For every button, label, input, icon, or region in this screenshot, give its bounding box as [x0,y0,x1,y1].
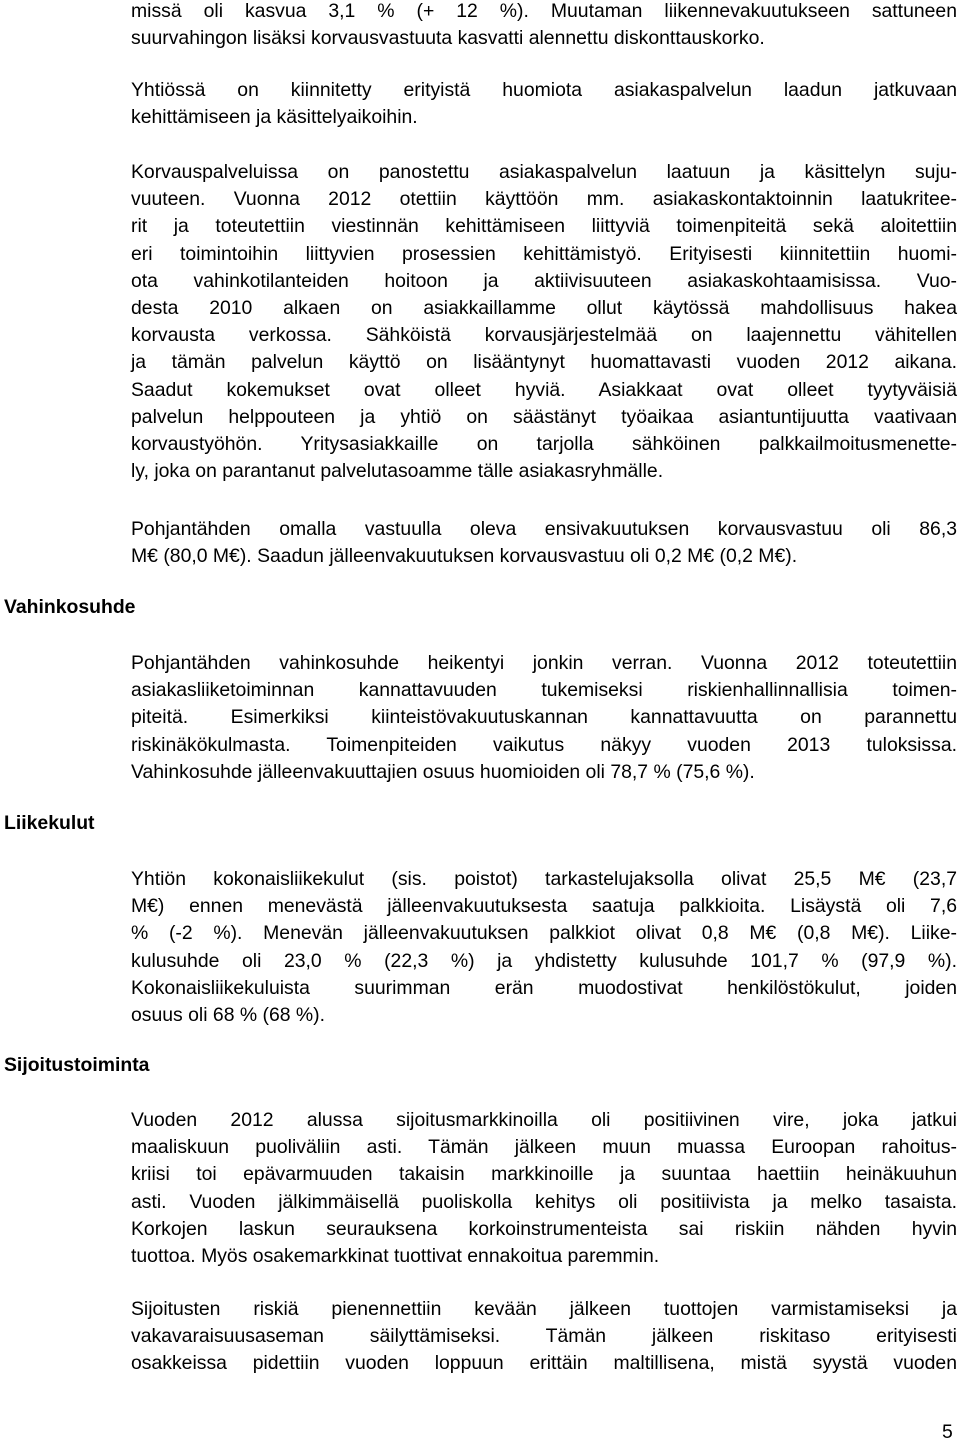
text-line: kulusuhde oli 23,0 % (22,3 %) ja yhdistetty kulusuhde 101,7 % (97,9 %). [131,949,957,972]
paragraph-investment-market [131,1107,957,1270]
text-line: % (-2 %). Menevän jälleenvakuutuksen palkkiot olivat 0,8 M€ (0,8 M€). Liike- [131,922,957,945]
text-line: rit ja toteutettiin viestinnän kehittämiseen liittyviä toimenpiteitä sekä aloitettiin [131,215,957,238]
text-line: osuus oli 68 % (68 %). [131,1004,326,1027]
page-number: 5 [942,1421,953,1443]
text-line: Pohjantähden vahinkosuhde heikentyi jonkin verran. Vuonna 2012 toteutettiin [131,652,957,674]
text-line: Saadut kokemukset ovat olleet hyviä. Asiakkaat ovat olleet tyytyväisiä [131,378,957,401]
text-line: kehittämiseen ja käsittelyaikoihin. [131,106,418,129]
text-line: asti. Vuoden jälkimmäisellä puoliskolla kehitys oli positiivista ja melko tasaista. [131,1190,957,1213]
text-line: palvelun helppouteen ja yhtiö on säästänyt työaikaa asiantuntijuutta vaativaan [131,405,957,428]
text-line: missä oli kasvua 3,1 % (+ 12 %). Muutaman liikennevakuutukseen sattuneen [131,0,957,22]
text-line: Yhtiössä on kiinnitetty erityistä huomiota asiakaspalvelun laadun jatkuvaan [131,79,957,101]
text-line: Yhtiön kokonaisliikekulut (sis. poistot) tarkastelujaksolla olivat 25,5 M€ (23,7 [131,868,957,890]
text-line: Korvauspalveluissa on panostettu asiakaspalvelun laatuun ja käsittelyn suju- [131,161,957,183]
text-line: asiakasliiketoiminnan kannattavuuden tukemiseksi riskienhallinnallisia toimen- [131,679,957,702]
text-line: Pohjantähden omalla vastuulla oleva ensivakuutuksen korvausvastuu oli 86,3 [131,518,957,540]
paragraph-claims-liability [131,516,957,570]
text-line: maaliskuun puoliväliin asti. Tämän jälkeen muun muassa Euroopan rahoitus- [131,1136,957,1159]
text-line: korvaustyöhön. Yritysasiakkaille on tarjolla sähköinen palkkailmoitusmenette- [131,433,957,456]
paragraph-investment-risk [131,1296,957,1378]
heading-sijoitustoiminta: Sijoitustoiminta [4,1054,150,1076]
text-line: Sijoitusten riskiä pienennettiin kevään jälkeen tuottojen varmistamiseksi ja [131,1298,957,1320]
paragraph-operating-costs [131,866,957,1029]
text-line: suurvahingon lisäksi korvausvastuuta kasvatti alennettu diskonttauskorko. [131,27,765,50]
text-line: ota vahinkotilanteiden hoitoon ja aktiivisuuteen asiakaskohtaamisissa. Vuo- [131,269,957,292]
text-line: riskinäkökulmasta. Toimenpiteiden vaikutus näkyy vuoden 2013 tuloksissa. [131,733,957,756]
text-line: ja tämän palvelun käyttö on lisääntynyt huomattavasti vuoden 2012 aikana. [131,351,957,374]
text-line: M€) ennen menevästä jälleenvakuutuksesta saatuja palkkioita. Lisäystä oli 7,6 [131,895,957,918]
text-line: korvausta verkossa. Sähköistä korvausjärjestelmää on laajennettu vähitellen [131,324,957,347]
text-line: vakavaraisuusaseman säilyttämiseksi. Tämän jälkeen riskitaso erityisesti [131,1325,957,1348]
heading-liikekulut: Liikekulut [4,812,95,834]
text-line: M€ (80,0 M€). Saadun jälleenvakuutuksen korvausvastuu oli 0,2 M€ (0,2 M€). [131,545,798,568]
text-line: vuuteen. Vuonna 2012 otettiin käyttöön mm. asiakaskontaktoinnin laatukritee- [131,188,957,211]
text-line: Vahinkosuhde jälleenvakuuttajien osuus huomioiden oli 78,7 % (75,6 %). [131,760,755,783]
text-line: eri toimintoihin liittyvien prosessien kehittämistyö. Erityisesti kiinnitettiin huomi- [131,242,957,265]
paragraph-loss-ratio [131,650,957,786]
text-line: ly, joka on parantanut palvelutasoamme tälle asiakasryhmälle. [131,460,664,483]
text-line: Kokonaisliikekuluista suurimman erän muodostivat henkilöstökulut, joiden [131,976,957,999]
text-line: tuottoa. Myös osakemarkkinat tuottivat ennakoitua paremmin. [131,1245,660,1268]
text-line: Korkojen laskun seurauksena korkoinstrumenteista sai riskiin nähden hyvin [131,1217,957,1240]
paragraph-customer-service [131,77,957,131]
text-line: desta 2010 alkaen on asiakkaillamme ollut käytössä mahdollisuus hakea [131,297,957,320]
paragraph-claims-reserve [131,0,957,52]
text-line: Vuoden 2012 alussa sijoitusmarkkinoilla oli positiivinen vire, joka jatkui [131,1109,957,1131]
text-line: piteitä. Esimerkiksi kiinteistövakuutuskannan kannattavuutta on parannettu [131,706,957,729]
text-line: kriisi toi epävarmuuden takaisin markkinoille ja suuntaa haettiin heinäkuuhun [131,1163,957,1186]
text-line: osakkeissa pidettiin vuoden loppuun erittäin maltillisena, mistä syystä vuoden [131,1352,957,1375]
heading-vahinkosuhde: Vahinkosuhde [4,596,136,618]
paragraph-claims-services [131,159,957,485]
